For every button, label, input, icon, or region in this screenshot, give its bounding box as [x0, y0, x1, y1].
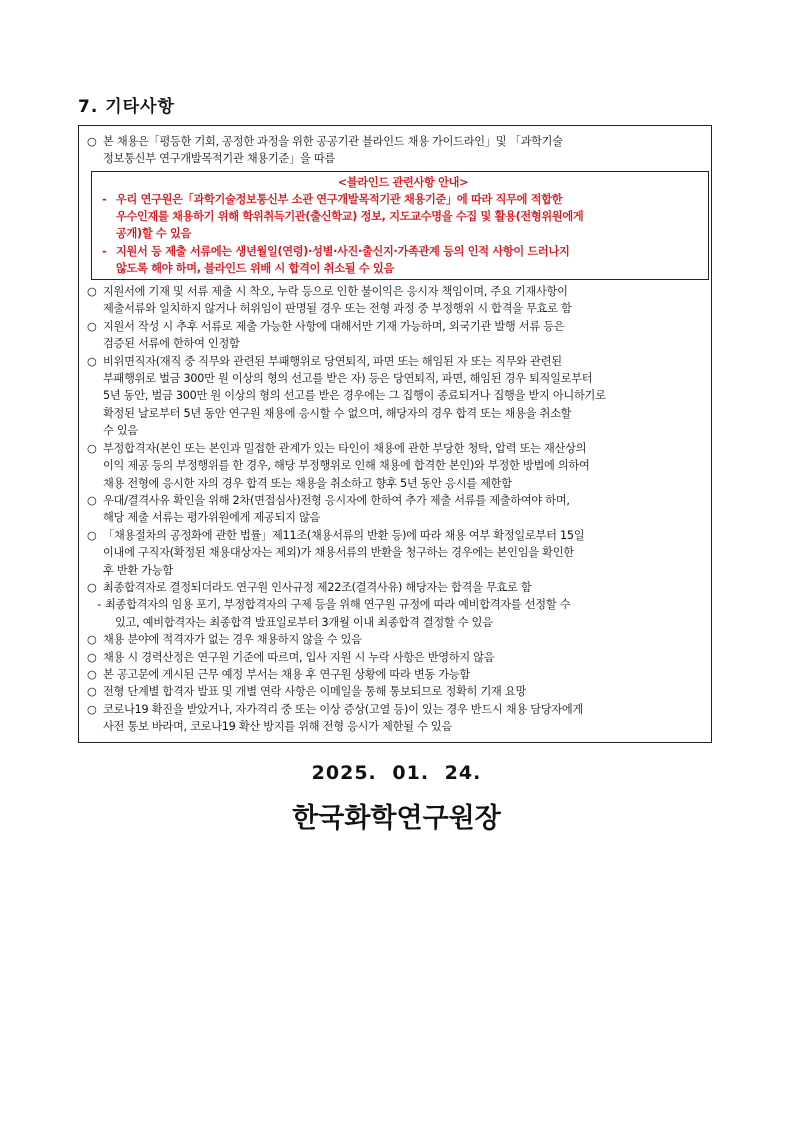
note-item	[87, 492, 707, 527]
note-line: 사전 통보 바라며, 코로나19 확산 방지를 위해 전형 응시가 제한될 수 있음	[103, 720, 453, 734]
note-item	[87, 353, 707, 440]
note-line: 수 있음	[103, 424, 138, 438]
note-line: 제출서류와 일치하지 않거나 허위임이 판명될 경우 또는 전형 과정 중 부정행위 시 합격을 무효로 함	[103, 302, 572, 316]
note-line: 채용 전형에 응시한 자의 경우 합격 또는 채용을 취소하고 향후 5년 동안 응시를 제한함	[103, 476, 512, 490]
sub-item	[87, 596, 707, 631]
note-item	[87, 283, 707, 318]
note-line: 채용 분야에 적격자가 없는 경우 채용하지 않을 수 있음	[103, 633, 362, 647]
note-item	[87, 631, 707, 648]
circle-bullet-icon: ○	[87, 528, 97, 542]
announcement-date: 2025. 01. 24.	[311, 762, 482, 784]
note-item	[87, 527, 707, 579]
circle-bullet-icon: ○	[87, 580, 97, 594]
sub-line: 있고, 예비합격자는 최종합격 발표일로부터 3개월 이내 최종합격 결정할 수 있음	[115, 615, 493, 629]
note-item	[87, 579, 707, 596]
intro-line: 본 채용은「평등한 기회, 공정한 과정을 위한 공공기관 블라인드 채용 가이드라인」및 「과학기술	[103, 135, 563, 148]
dash-bullet-icon: -	[102, 244, 107, 258]
intro-line: 정보통신부 연구개발목적기관 채용기준」을 따름	[103, 152, 335, 166]
notice-line: 않도록 해야 하며, 블라인드 위배 시 합격이 취소될 수 있음	[116, 261, 394, 275]
notice-line: 공개)할 수 있음	[116, 227, 192, 241]
note-line: 채용 시 경력산정은 연구원 기준에 따르며, 입사 지원 시 누락 사항은 반영하지 않음	[103, 650, 495, 664]
circle-bullet-icon: ○	[87, 667, 97, 681]
note-item	[87, 649, 707, 666]
circle-bullet-icon: ○	[87, 319, 97, 333]
circle-bullet-icon: ○	[87, 285, 97, 299]
intro-item	[87, 133, 707, 168]
note-line: 비위면직자(재직 중 직무와 관련된 부패행위로 당연퇴직, 파면 또는 해임된 자 또는 직무와 관련된	[103, 354, 562, 368]
notice-line: 지원서 등 제출 서류에는 생년월일(연령)·성별·사진·출신지·가족관계 등의 인적 사항이 드러나지	[116, 244, 570, 258]
note-line: 해당 제출 서류는 평가위원에게 제공되지 않음	[103, 511, 321, 525]
note-line: 지원서 작성 시 추후 서류로 제출 가능한 사항에 대해서만 기재 가능하며, 외국기관 발행 서류 등은	[103, 319, 565, 333]
note-line: 5년 동안, 벌금 300만 원 이상의 형의 선고를 받은 경우에는 그 집행이 종료되거나 집행을 받지 아니하기로	[103, 389, 606, 403]
note-item	[87, 318, 707, 353]
note-line: 전형 단계별 합격자 발표 및 개별 연락 사항은 이메일을 통해 통보되므로 정확히 기재 요망	[103, 685, 527, 699]
note-line: 본 공고문에 게시된 근무 예정 부서는 채용 후 연구원 상황에 따라 변동 가능함	[103, 667, 470, 681]
note-line: 검증된 서류에 한하여 인정함	[103, 337, 240, 351]
signer-name: 한국화학연구원장	[292, 803, 501, 834]
note-line: 이내에 구직자(확정된 채용대상자는 제외)가 채용서류의 반환을 청구하는 경우에는 본인임을 확인한	[103, 546, 574, 560]
blind-notice-box	[91, 171, 709, 280]
dash-bullet-icon: -	[102, 193, 107, 207]
note-line: 최종합격자로 결정되더라도 연구원 인사규정 제22조(결격사유) 해당자는 합격을 무효로 함	[103, 580, 532, 594]
note-line: 우대/결격사유 확인을 위해 2차(면접심사)전형 응시자에 한하여 추가 제출 서류를 제출하여야 하며,	[103, 493, 570, 507]
circle-bullet-icon: ○	[87, 441, 97, 455]
note-line: 부정합격자(본인 또는 본인과 밀접한 관계가 있는 타인이 채용에 관한 부당한 청탁, 압력 또는 재산상의	[103, 441, 587, 455]
notes-box	[78, 125, 712, 743]
note-item	[87, 666, 707, 683]
circle-bullet-icon: ○	[87, 135, 97, 148]
note-line: 이익 제공 등의 부정행위를 한 경우, 해당 부정행위로 인해 채용에 합격한 본인)와 부정한 방법에 의하여	[103, 459, 590, 473]
note-item	[87, 701, 707, 736]
circle-bullet-icon: ○	[87, 685, 97, 699]
note-line: 지원서에 기재 및 서류 제출 시 착오, 누락 등으로 인한 불이익은 응시자 책임이며, 주요 기재사항이	[103, 285, 568, 299]
notice-item	[102, 191, 704, 243]
circle-bullet-icon: ○	[87, 633, 97, 647]
note-item	[87, 440, 707, 492]
sub-line: 최종합격자의 임용 포기, 부정합격자의 구제 등을 위해 연구원 규정에 따라 예비합격자를 선정할 수	[105, 598, 571, 612]
note-line: 「채용절차의 공정화에 관한 법률」제11조(채용서류의 반환 등)에 따라 채용 여부 확정일로부터 15일	[103, 528, 585, 542]
note-item	[87, 683, 707, 700]
notice-title: <블라인드 관련사항 안내>	[337, 175, 469, 189]
circle-bullet-icon: ○	[87, 354, 97, 368]
circle-bullet-icon: ○	[87, 493, 97, 507]
note-line: 확정된 날로부터 5년 동안 연구원 채용에 응시할 수 없으며, 해당자의 경우 합격 또는 채용을 취소할	[103, 406, 572, 420]
section-title: 7. 기타사항	[78, 97, 175, 117]
notice-item	[102, 243, 704, 277]
note-line: 부패행위로 벌금 300만 원 이상의 형의 선고를 받은 자) 등은 당연퇴직, 파면, 해임된 경우 퇴직일로부터	[103, 372, 593, 386]
circle-bullet-icon: ○	[87, 650, 97, 664]
notice-line: 우수인재를 채용하기 위해 학위취득기관(출신학교) 정보, 지도교수명을 수집 및 활용(전형위원에게	[116, 210, 584, 224]
circle-bullet-icon: ○	[87, 702, 97, 716]
dash-bullet-icon: -	[97, 598, 101, 612]
note-line: 코로나19 확진을 받았거나, 자가격리 중 또는 이상 증상(고열 등)이 있는 경우 반드시 채용 담당자에게	[103, 702, 583, 716]
note-line: 후 반환 가능함	[103, 563, 173, 577]
notice-line: 우리 연구원은「과학기술정보통신부 소관 연구개발목적기관 채용기준」에 따라 직무에 적합한	[116, 193, 563, 207]
